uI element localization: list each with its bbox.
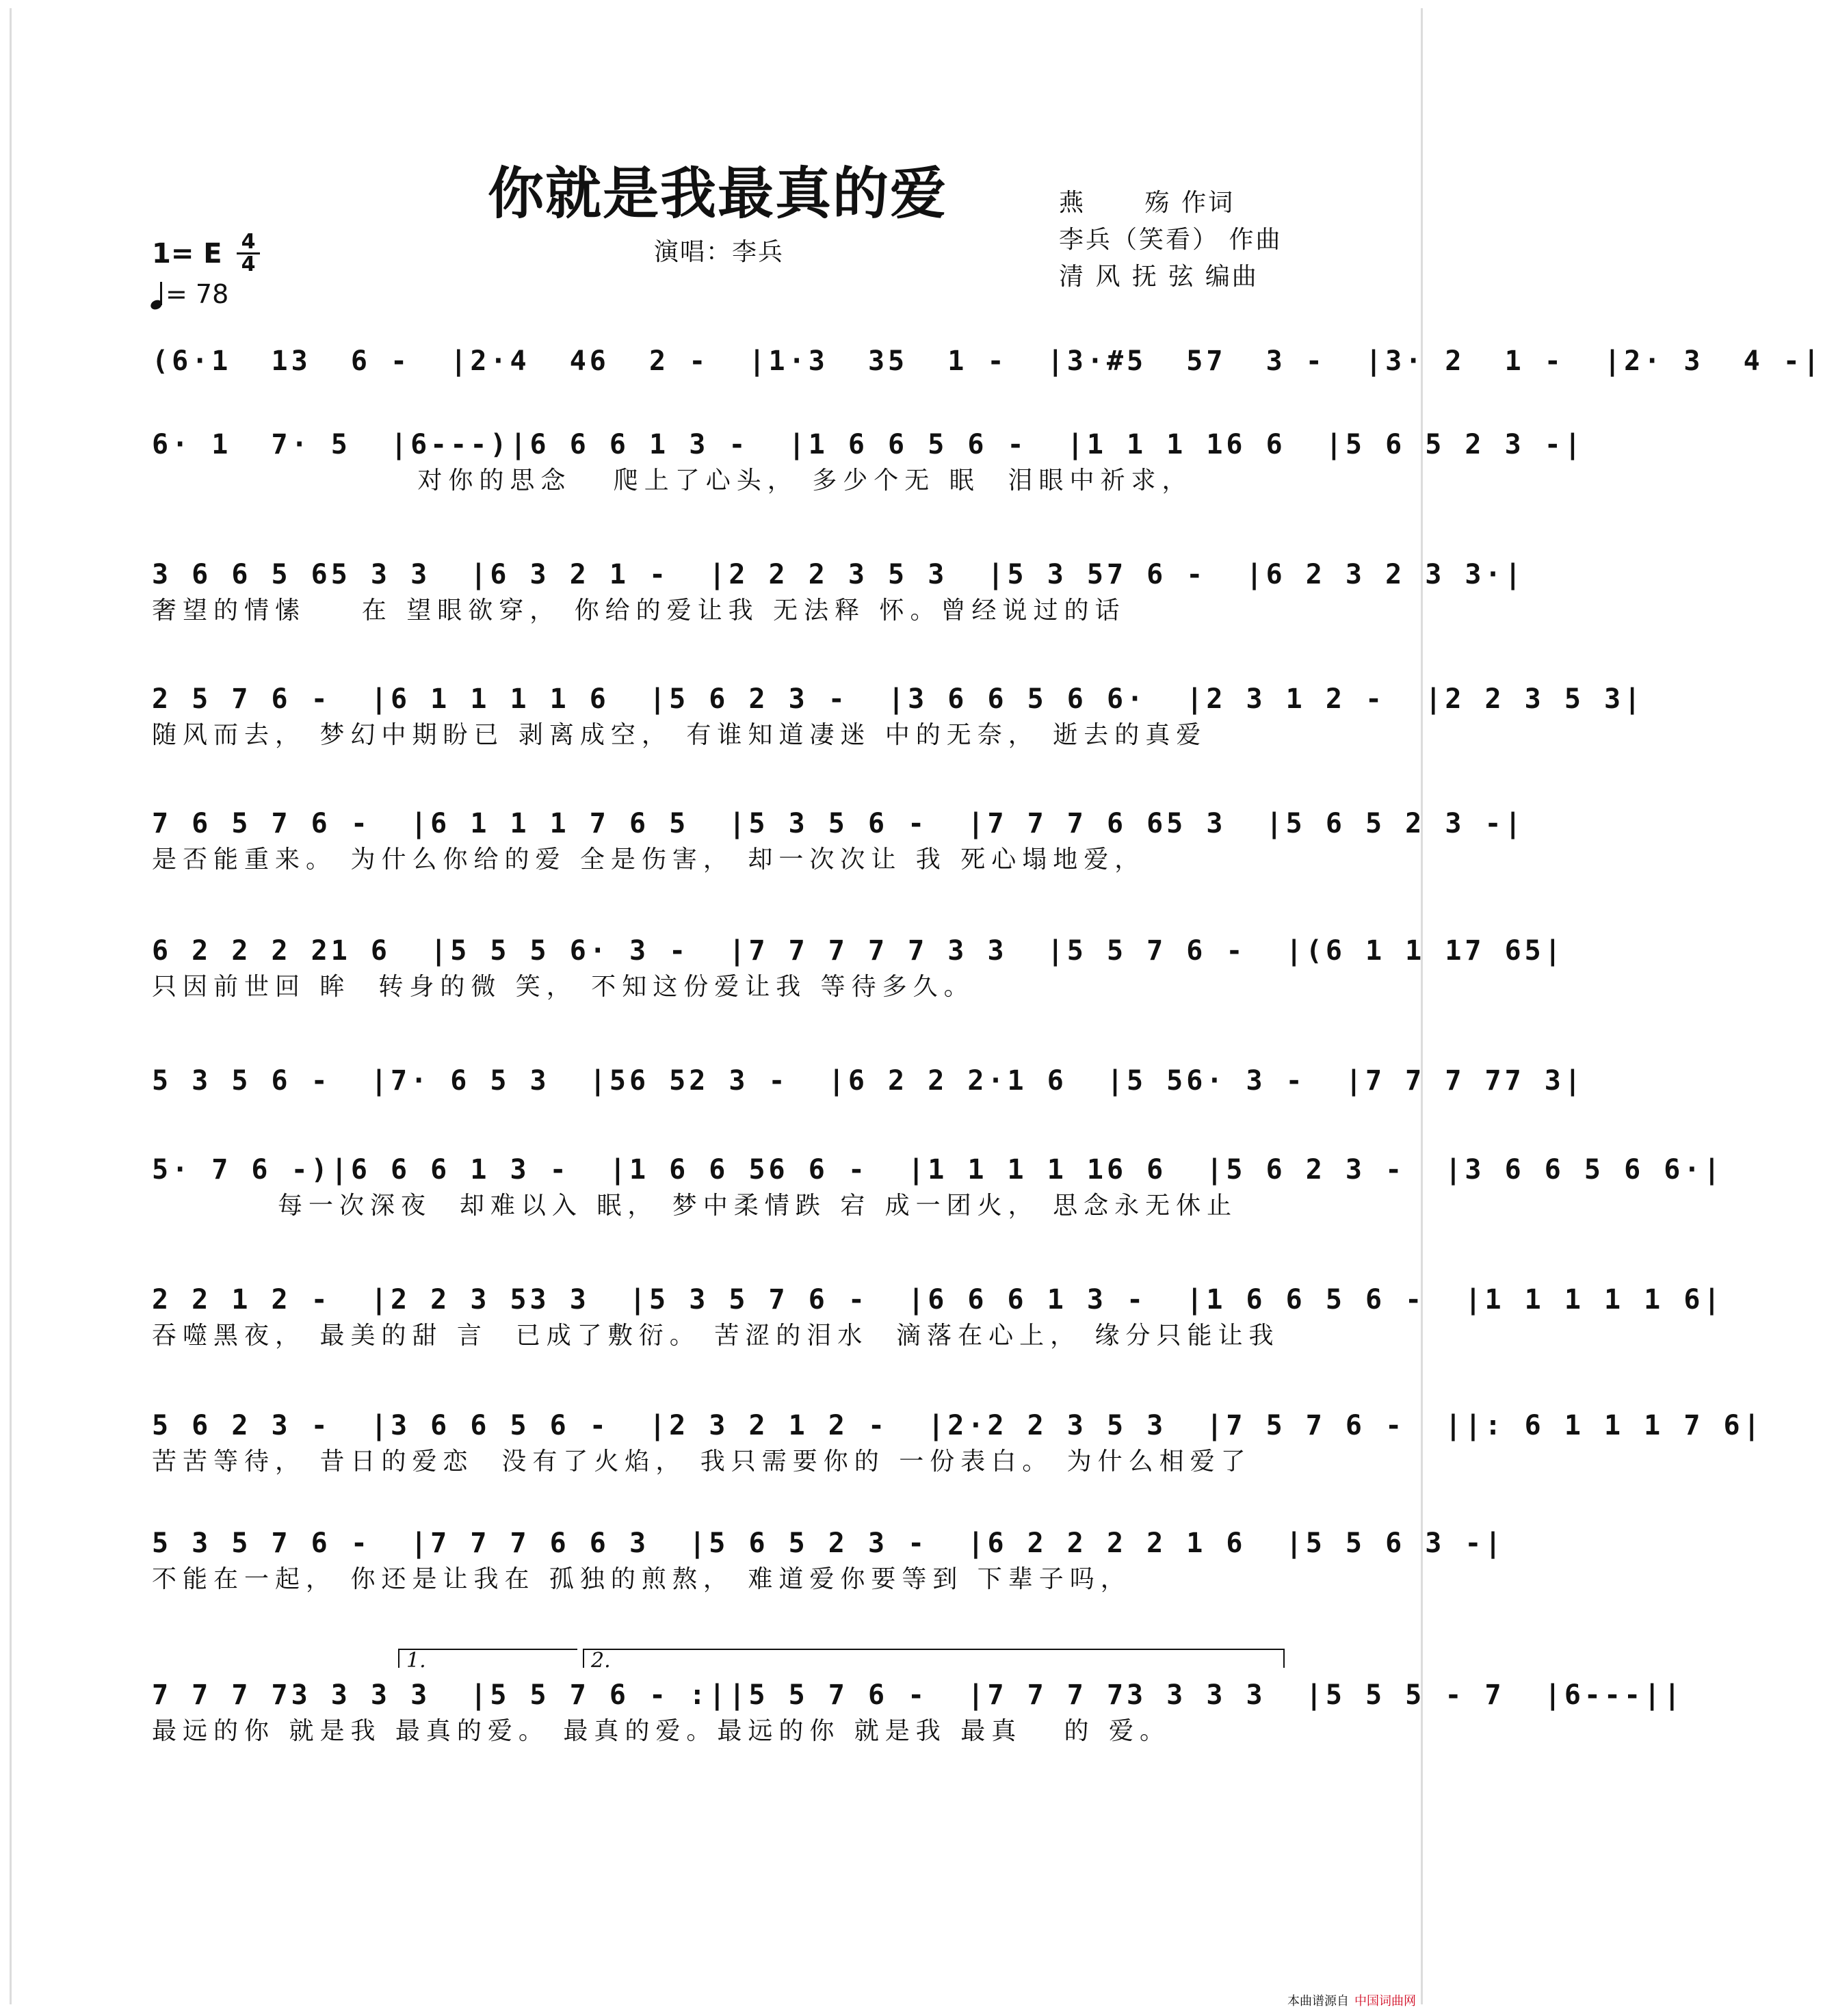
notes-line: 7 6 5 7 6 - |6 1 1 1 7 6 5 |5 3 5 6 - |7 7 7 6 65 3 |5 6 5 2 3 -| — [152, 808, 1525, 839]
footer-source-text: 本曲谱源自 — [1287, 1994, 1349, 2008]
notes-line: 5 6 2 3 - |3 6 6 5 6 - |2 3 2 1 2 - |2·2 2 3 5 3 |7 5 7 6 - ||: 6 1 1 1 7 6| — [152, 1410, 1763, 1441]
notes-line: 7 7 7 73 3 3 3 |5 5 7 6 - :||5 5 7 6 - |7 7 7 73 3 3 3 |5 5 5 - 7 |6---|| — [152, 1679, 1684, 1711]
score-row-7 — [152, 1062, 1584, 1134]
notes-line: 5· 7 6 -)|6 6 6 1 3 - |1 6 6 56 6 - |1 1 1 1 16 6 |5 6 2 3 - |3 6 6 5 6 6·| — [152, 1154, 1724, 1186]
lyricist-credit: 燕 殇 作词 — [1059, 189, 1235, 217]
credits — [1059, 185, 1282, 296]
score-row-11 — [152, 1524, 1505, 1597]
lyrics-line: 每一次深夜 却难以入 眠， 梦中柔情跌 宕 成一团火， 思念永无休止 — [152, 1192, 1238, 1220]
tempo-marking — [150, 279, 228, 309]
lyrics-line: 对你的思念 爬上了心头， 多少个无 眠 泪眼中祈求， — [152, 467, 1193, 495]
notes-line: 5 3 5 7 6 - |7 7 7 6 6 3 |5 6 5 2 3 - |6 2 2 2 2 1 6 |5 5 6 3 -| — [152, 1528, 1505, 1559]
score-row-4 — [152, 680, 1644, 752]
footer-site-link[interactable]: 中国词曲网 — [1354, 1994, 1416, 2008]
score-row-5 — [152, 804, 1525, 877]
volta-second-ending: 2. — [583, 1649, 1285, 1668]
notes-line: 2 5 7 6 - |6 1 1 1 1 6 |5 6 2 3 - |3 6 6 5 6 6· |2 3 1 2 - |2 2 3 5 3| — [152, 683, 1644, 715]
score-row-12 — [152, 1676, 1684, 1749]
time-signature — [237, 230, 260, 276]
lyrics-line — [152, 380, 1296, 415]
notes-line: 3 6 6 5 65 3 3 |6 3 2 1 - |2 2 2 3 5 3 |5 3 57 6 - |6 2 3 2 3 3·| — [152, 559, 1525, 590]
lyrics-line — [152, 1100, 1296, 1134]
lyrics-line: 最远的你 就是我 最真的爱。 最真的爱。最远的你 就是我 最真 的 爱。 — [152, 1717, 1170, 1745]
score-row-2 — [152, 426, 1584, 498]
lyrics-line: 吞噬黑夜， 最美的甜 言 已成了敷衍。 苦涩的泪水 滴落在心上， 缘分只能让我 — [152, 1322, 1280, 1350]
score-row-1 — [152, 342, 1823, 415]
notes-line: 2 2 1 2 - |2 2 3 53 3 |5 3 5 7 6 - |6 6 6 1 3 - |1 6 6 5 6 - |1 1 1 1 1 6| — [152, 1284, 1724, 1315]
lyrics-line: 只因前世回 眸 转身的微 笑， 不知这份爱让我 等待多久。 — [152, 973, 975, 1001]
notes-line: 6 2 2 2 21 6 |5 5 5 6· 3 - |7 7 7 7 7 3 3 |5 5 7 6 - |(6 1 1 17 65| — [152, 935, 1564, 967]
score-row-8 — [152, 1151, 1724, 1223]
lyrics-line: 奢望的情愫 在 望眼欲穿， 你给的爱让我 无法释 怀。曾经说过的话 — [152, 597, 1126, 625]
lyrics-line: 随风而去， 梦幻中期盼已 剥离成空， 有谁知道凄迷 中的无奈， 逝去的真爱 — [152, 721, 1207, 749]
time-signature-top: 4 — [241, 230, 256, 254]
footer-source — [1287, 1991, 1416, 2009]
volta-first-ending: 1. — [398, 1649, 577, 1668]
notes-line: (6·1 13 6 - |2·4 46 2 - |1·3 35 1 - |3·#5 57 3 - |3· 2 1 - |2· 3 4 -| — [152, 345, 1823, 377]
lyrics-line: 是否能重来。 为什么你给的爱 全是伤害， 却一次次让 我 死心塌地爱， — [152, 846, 1146, 874]
arranger-credit: 清 风 抚 弦 编曲 — [1059, 263, 1259, 291]
key-signature: 1= E — [152, 238, 222, 270]
lyrics-line: 苦苦等待， 昔日的爱恋 没有了火焰， 我只需要你的 一份表白。 为什么相爱了 — [152, 1448, 1252, 1476]
score-row-3 — [152, 555, 1525, 628]
score-row-6 — [152, 932, 1564, 1004]
notes-line: 5 3 5 6 - |7· 6 5 3 |56 52 3 - |6 2 2 2·1 6 |5 56· 3 - |7 7 7 77 3| — [152, 1065, 1584, 1097]
tempo-value: = 78 — [166, 279, 229, 309]
score-row-9 — [152, 1281, 1724, 1353]
time-signature-bottom: 4 — [241, 252, 256, 276]
song-title: 你就是我最真的爱 — [487, 161, 947, 226]
notes-line: 6· 1 7· 5 |6---)|6 6 6 1 3 - |1 6 6 5 6 - |1 1 1 16 6 |5 6 5 2 3 -| — [152, 429, 1584, 460]
singer: 演唱：李兵 — [654, 238, 785, 266]
score-row-10 — [152, 1406, 1763, 1479]
quarter-note-icon — [150, 282, 166, 309]
composer-credit: 李兵（笑看） 作曲 — [1059, 226, 1283, 254]
lyrics-line: 不能在一起， 你还是让我在 孤独的煎熬， 难道爱你要等到 下辈子吗， — [152, 1565, 1131, 1593]
